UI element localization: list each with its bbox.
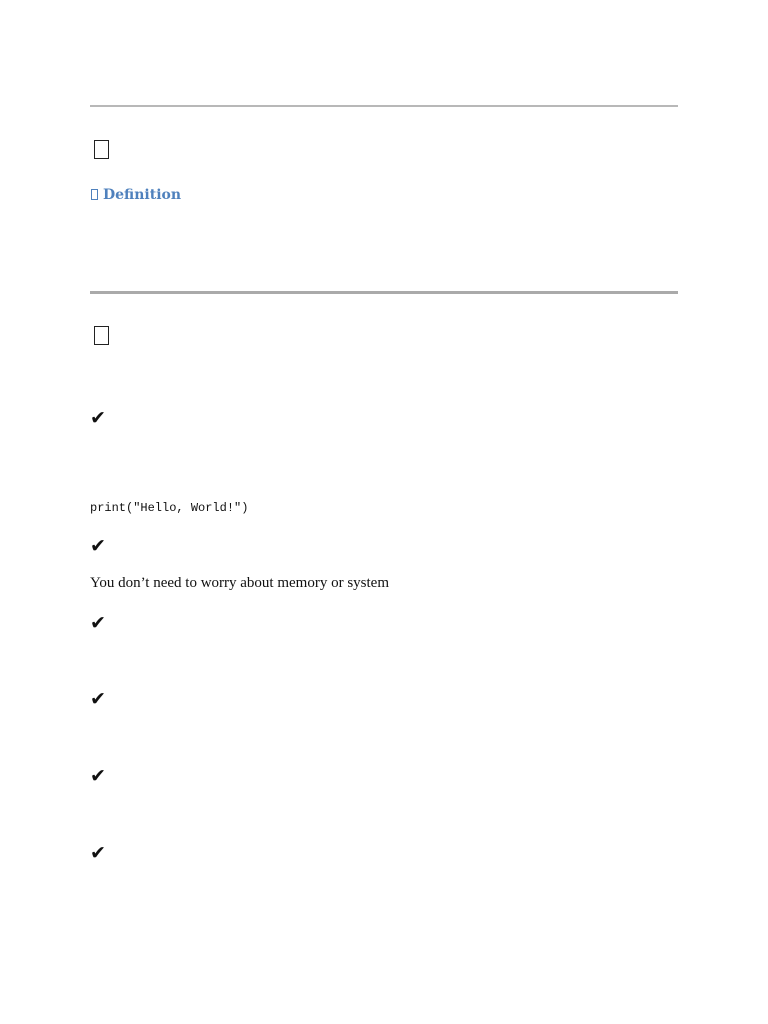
horizontal-divider-middle — [90, 291, 678, 294]
checkmark-icon: ✔ — [90, 765, 106, 787]
definition-heading-text: Definition — [103, 187, 182, 203]
missing-glyph-icon — [91, 189, 98, 200]
missing-glyph-box-icon — [94, 326, 109, 345]
checkmark-icon: ✔ — [90, 535, 106, 557]
horizontal-divider-top — [90, 105, 678, 107]
missing-glyph-box-icon — [94, 140, 109, 159]
checkmark-icon: ✔ — [90, 407, 106, 429]
checkmark-icon: ✔ — [90, 688, 106, 710]
body-paragraph: You don’t need to worry about memory or system — [90, 575, 390, 591]
definition-heading — [91, 186, 181, 204]
code-sample: print("Hello, World!") — [90, 501, 249, 515]
checkmark-icon: ✔ — [90, 612, 106, 634]
checkmark-icon: ✔ — [90, 842, 106, 864]
